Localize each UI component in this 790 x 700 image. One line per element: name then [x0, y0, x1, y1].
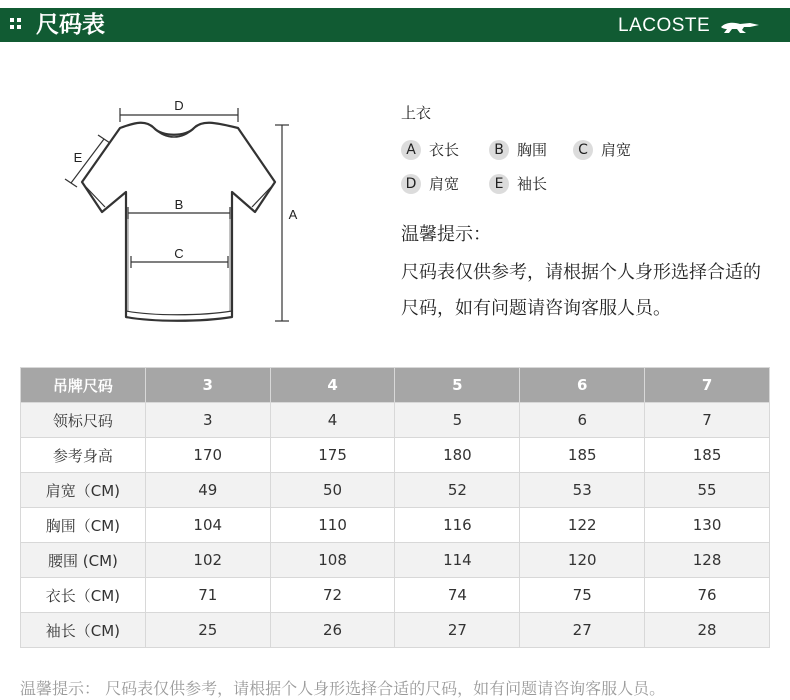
legend-item-d	[401, 173, 459, 195]
legend-label: 衣长	[429, 141, 460, 159]
table-cell: 116	[395, 508, 520, 543]
header-bar	[0, 8, 790, 42]
table-row	[21, 613, 770, 648]
table-cell: 114	[395, 543, 520, 578]
legend-label: 袖长	[517, 175, 548, 193]
measure-label-b: B	[174, 197, 184, 212]
row-label: 肩宽（CM)	[21, 473, 146, 508]
table-cell: 130	[645, 508, 770, 543]
table-cell: 27	[520, 613, 645, 648]
table-row	[21, 508, 770, 543]
table-cell: 7	[645, 403, 770, 438]
legend-label: 肩宽	[601, 141, 632, 159]
table-row	[21, 543, 770, 578]
legend-badge: C	[573, 140, 593, 160]
row-label: 腰围 (CM)	[21, 543, 146, 578]
measure-label-e: E	[73, 150, 83, 165]
table-cell: 175	[270, 438, 395, 473]
table-cell: 76	[645, 578, 770, 613]
legend-label: 胸围	[517, 141, 548, 159]
row-label: 衣长（CM)	[21, 578, 146, 613]
table-cell: 110	[270, 508, 395, 543]
table-cell: 180	[395, 438, 520, 473]
legend-badge: A	[401, 140, 421, 160]
column-header: 5	[395, 368, 520, 403]
table-row	[21, 578, 770, 613]
table-cell: 50	[270, 473, 395, 508]
legend-item-b	[489, 139, 547, 161]
table-cell: 5	[395, 403, 520, 438]
table-header-row	[21, 368, 770, 403]
legend-badge: D	[401, 174, 421, 194]
tshirt-diagram	[62, 95, 322, 335]
table-cell: 27	[395, 613, 520, 648]
table-cell: 71	[145, 578, 270, 613]
row-label: 参考身高	[21, 438, 146, 473]
measure-label-a: A	[288, 207, 298, 222]
tip-body: 尺码表仅供参考，请根据个人身形选择合适的尺码，如有问题请咨询客服人员。	[401, 262, 761, 319]
legend-badge: E	[489, 174, 509, 194]
table-cell: 185	[520, 438, 645, 473]
table-cell: 52	[395, 473, 520, 508]
table-cell: 120	[520, 543, 645, 578]
row-label: 袖长（CM)	[21, 613, 146, 648]
table-cell: 74	[395, 578, 520, 613]
crocodile-logo-icon	[720, 19, 760, 35]
table-cell: 53	[520, 473, 645, 508]
table-cell: 102	[145, 543, 270, 578]
table-cell: 49	[145, 473, 270, 508]
tshirt-outline	[82, 123, 275, 321]
legend-item-e	[489, 173, 547, 195]
table-cell: 128	[645, 543, 770, 578]
table-row	[21, 438, 770, 473]
row-label: 领标尺码	[21, 403, 146, 438]
legend-item-a	[401, 139, 459, 161]
tip-title: 温馨提示：	[401, 224, 491, 245]
table-cell: 170	[145, 438, 270, 473]
column-header: 3	[145, 368, 270, 403]
column-header: 吊牌尺码	[21, 368, 146, 403]
table-cell: 3	[145, 403, 270, 438]
column-header: 4	[270, 368, 395, 403]
table-cell: 108	[270, 543, 395, 578]
brand-name: LACOSTE	[618, 15, 711, 36]
legend-badge: B	[489, 140, 509, 160]
column-header: 6	[520, 368, 645, 403]
table-cell: 4	[270, 403, 395, 438]
table-cell: 122	[520, 508, 645, 543]
table-cell: 185	[645, 438, 770, 473]
table-cell: 104	[145, 508, 270, 543]
table-cell: 75	[520, 578, 645, 613]
garment-type-heading: 上衣	[401, 104, 432, 122]
table-cell: 28	[645, 613, 770, 648]
table-row	[21, 473, 770, 508]
table-row	[21, 403, 770, 438]
size-table	[20, 367, 770, 648]
row-label: 胸围（CM)	[21, 508, 146, 543]
column-header: 7	[645, 368, 770, 403]
page-title: 尺码表	[36, 12, 105, 38]
table-cell: 72	[270, 578, 395, 613]
table-cell: 25	[145, 613, 270, 648]
grid-dots-icon	[10, 18, 24, 32]
table-cell: 26	[270, 613, 395, 648]
table-cell: 6	[520, 403, 645, 438]
measure-label-c: C	[174, 246, 184, 261]
measure-label-d: D	[174, 98, 184, 113]
legend-label: 肩宽	[429, 175, 460, 193]
footer-note: 温馨提示： 尺码表仅供参考，请根据个人身形选择合适的尺码，如有问题请咨询客服人员。	[20, 679, 666, 698]
legend-item-c	[573, 139, 631, 161]
table-cell: 55	[645, 473, 770, 508]
